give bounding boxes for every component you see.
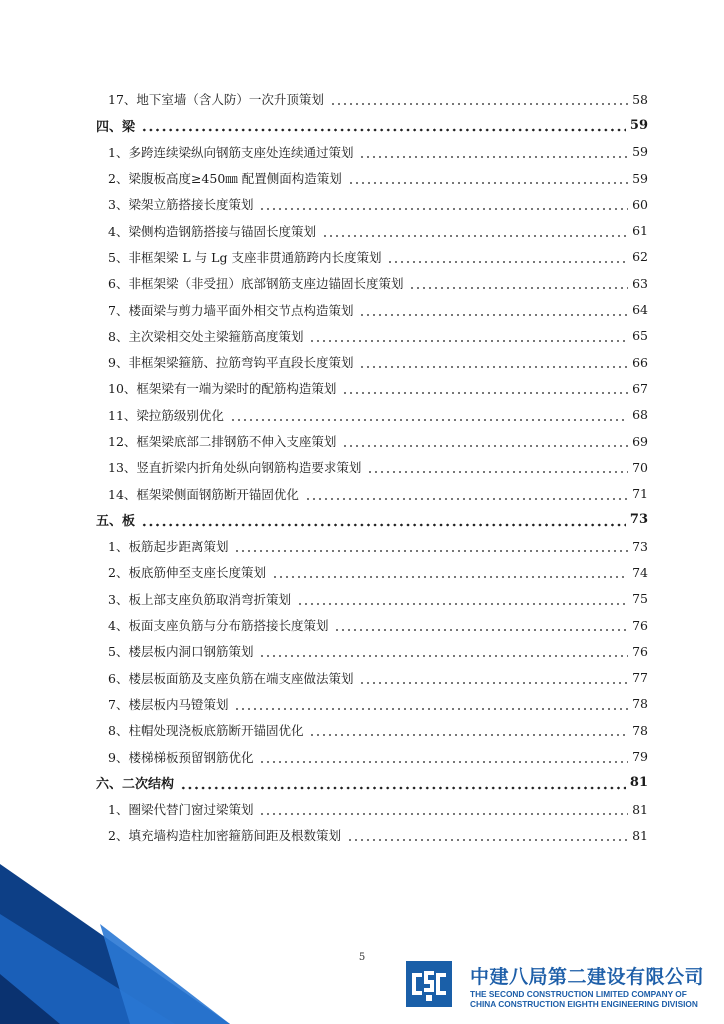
toc-entry-row[interactable]: [96, 86, 648, 112]
toc-entry-page: 61: [632, 223, 648, 239]
corner-decoration: [0, 864, 230, 1024]
toc-entry-row[interactable]: [96, 217, 648, 243]
dot-leader: [180, 776, 626, 790]
toc-entry-title: 5、楼层板内洞口钢筋策划: [108, 644, 254, 660]
toc-entry-row[interactable]: [96, 717, 648, 743]
toc-entry-page: 64: [632, 302, 648, 318]
toc-entry-page: 78: [632, 722, 648, 738]
toc-entry-page: 58: [632, 91, 648, 107]
dot-leader: [342, 434, 628, 448]
toc-entry-page: 66: [632, 354, 648, 370]
dot-leader: [322, 224, 628, 238]
toc-entry-title: 13、竖直折梁内折角处纵向钢筋构造要求策划: [108, 460, 362, 476]
toc-entry-row[interactable]: [96, 822, 648, 848]
toc-entry-page: 76: [632, 617, 648, 633]
toc-entry-page: 81: [629, 775, 648, 791]
company-name-en-line2: CHINA CONSTRUCTION EIGHTH ENGINEERING DIVISION: [470, 999, 698, 1009]
toc-entry-title: 8、柱帽处现浇板底筋断开锚固优化: [108, 723, 304, 739]
dot-leader: [347, 828, 628, 842]
company-name-cn: 中建八局第二建设有限公司: [470, 966, 705, 988]
toc-entry-title: 9、楼梯梯板预留钢筋优化: [108, 749, 254, 765]
toc-entry-row[interactable]: [96, 480, 648, 506]
toc-section-row[interactable]: [96, 507, 648, 533]
toc-entry-row[interactable]: [96, 796, 648, 822]
toc-entry-page: 65: [632, 328, 648, 344]
dot-leader: [259, 644, 628, 658]
dot-leader: [259, 802, 628, 816]
toc-entry-page: 81: [632, 801, 648, 817]
toc-entry-row[interactable]: [96, 323, 648, 349]
toc-entry-page: 59: [632, 170, 648, 186]
toc-entry-page: 78: [632, 696, 648, 712]
toc-entry-page: 59: [629, 117, 648, 133]
toc-entry-title: 17、地下室墙（含人防）一次升顶策划: [108, 92, 324, 108]
cscec-logo-icon: [406, 961, 452, 1007]
toc-entry-row[interactable]: [96, 559, 648, 585]
dot-leader: [234, 539, 628, 553]
dot-leader: [309, 723, 628, 737]
dot-leader: [330, 92, 628, 106]
dot-leader: [359, 671, 628, 685]
toc-entry-page: 67: [632, 380, 648, 396]
toc-entry-page: 81: [632, 827, 648, 843]
toc-entry-page: 59: [632, 144, 648, 160]
toc-entry-page: 60: [632, 196, 648, 212]
dot-leader: [359, 355, 628, 369]
dot-leader: [272, 565, 628, 579]
dot-leader: [305, 487, 628, 501]
dot-leader: [141, 118, 626, 132]
toc-entry-title: 1、板筋起步距离策划: [108, 539, 229, 555]
toc-entry-title: 1、圈梁代替门窗过梁策划: [108, 802, 254, 818]
toc-entry-page: 73: [629, 512, 648, 528]
toc-entry-row[interactable]: [96, 428, 648, 454]
toc-entry-row[interactable]: [96, 139, 648, 165]
toc-entry-title: 6、非框架梁（非受扭）底部钢筋支座边锚固长度策划: [108, 276, 404, 292]
toc-entry-row[interactable]: [96, 375, 648, 401]
toc-entry-title: 5、非框架梁 L 与 Lg 支座非贯通筋跨内长度策划: [108, 249, 382, 265]
toc-entry-row[interactable]: [96, 743, 648, 769]
dot-leader: [234, 697, 628, 711]
toc-entry-page: 73: [632, 538, 648, 554]
toc-entry-page: 77: [632, 670, 648, 686]
dot-leader: [359, 145, 628, 159]
company-name-block: [470, 962, 720, 1009]
page-number: 5: [358, 952, 366, 963]
toc-entry-row[interactable]: [96, 165, 648, 191]
toc-entry-page: 76: [632, 643, 648, 659]
toc-entry-title: 8、主次梁相交处主梁箍筋高度策划: [108, 328, 304, 344]
toc-entry-page: 70: [632, 459, 648, 475]
dot-leader: [334, 618, 628, 632]
toc-entry-title: 11、梁拉筋级别优化: [108, 407, 224, 423]
toc-entry-row[interactable]: [96, 349, 648, 375]
toc-entry-page: 63: [632, 275, 648, 291]
toc-section-row[interactable]: [96, 112, 648, 138]
toc-entry-row[interactable]: [96, 638, 648, 664]
dot-leader: [367, 460, 628, 474]
toc-entry-title: 4、板面支座负筋与分布筋搭接长度策划: [108, 618, 329, 634]
dot-leader: [230, 408, 628, 422]
toc-entry-row[interactable]: [96, 612, 648, 638]
toc-entry-title: 3、梁架立筋搭接长度策划: [108, 197, 254, 213]
toc-entry-page: 68: [632, 407, 648, 423]
toc-entry-title: 7、楼面梁与剪力墙平面外相交节点构造策划: [108, 302, 354, 318]
toc-entry-page: 69: [632, 433, 648, 449]
toc-entry-page: 71: [632, 486, 648, 502]
toc-entry-title: 7、楼层板内马镫策划: [108, 696, 229, 712]
toc-entry-title: 4、梁侧构造钢筋搭接与锚固长度策划: [108, 223, 316, 239]
dot-leader: [309, 329, 628, 343]
toc-entry-title: 12、框架梁底部二排钢筋不伸入支座策划: [108, 434, 337, 449]
dot-leader: [359, 303, 628, 317]
dot-leader: [387, 250, 628, 264]
toc-entry-title: 6、楼层板面筋及支座负筋在端支座做法策划: [108, 670, 354, 686]
toc-entry-title: 2、板底筋伸至支座长度策划: [108, 565, 266, 581]
dot-leader: [348, 171, 628, 185]
toc-entry-title: 3、板上部支座负筋取消弯折策划: [108, 591, 291, 607]
toc-entry-row[interactable]: [96, 691, 648, 717]
toc-entry-row[interactable]: [96, 244, 648, 270]
toc-entry-row[interactable]: [96, 270, 648, 296]
dot-leader: [259, 197, 628, 211]
toc-entry-title: 9、非框架梁箍筋、拉筋弯钩平直段长度策划: [108, 355, 354, 371]
dot-leader: [342, 381, 628, 395]
toc-entry-row[interactable]: [96, 191, 648, 217]
toc-entry-page: 79: [632, 749, 648, 765]
toc-entry-row[interactable]: [96, 665, 648, 691]
toc-entry-row[interactable]: [96, 533, 648, 559]
dot-leader: [297, 592, 628, 606]
toc-entry-title: 六、二次结构: [96, 777, 175, 793]
toc-entry-page: 74: [632, 564, 648, 580]
toc-entry-page: 62: [632, 249, 648, 265]
toc-entry-title: 四、梁: [96, 119, 136, 135]
toc-entry-title: 2、梁腹板高度≥450㎜ 配置侧面构造策划: [108, 171, 342, 187]
toc-entry-row[interactable]: [96, 402, 648, 428]
toc-entry-title: 五、板: [96, 514, 136, 530]
toc-entry-page: 75: [632, 591, 648, 607]
toc-entry-title: 2、填充墙构造柱加密箍筋间距及根数策划: [108, 828, 341, 844]
dot-leader: [409, 276, 628, 290]
toc-entry-title: 10、框架梁有一端为梁时的配筋构造策划: [108, 381, 337, 397]
company-name-en-line1: THE SECOND CONSTRUCTION LIMITED COMPANY OF: [470, 989, 687, 999]
toc-entry-title: 14、框架梁侧面钢筋断开锚固优化: [108, 486, 299, 502]
toc-entry-row[interactable]: [96, 586, 648, 612]
toc-section-row[interactable]: [96, 770, 648, 796]
toc-entry-title: 1、多跨连续梁纵向钢筋支座处连续通过策划: [108, 144, 354, 160]
table-of-contents: [96, 86, 648, 849]
dot-leader: [259, 750, 628, 764]
toc-entry-row[interactable]: [96, 454, 648, 480]
toc-entry-row[interactable]: [96, 296, 648, 322]
dot-leader: [141, 513, 626, 527]
company-logo: [406, 961, 452, 1007]
